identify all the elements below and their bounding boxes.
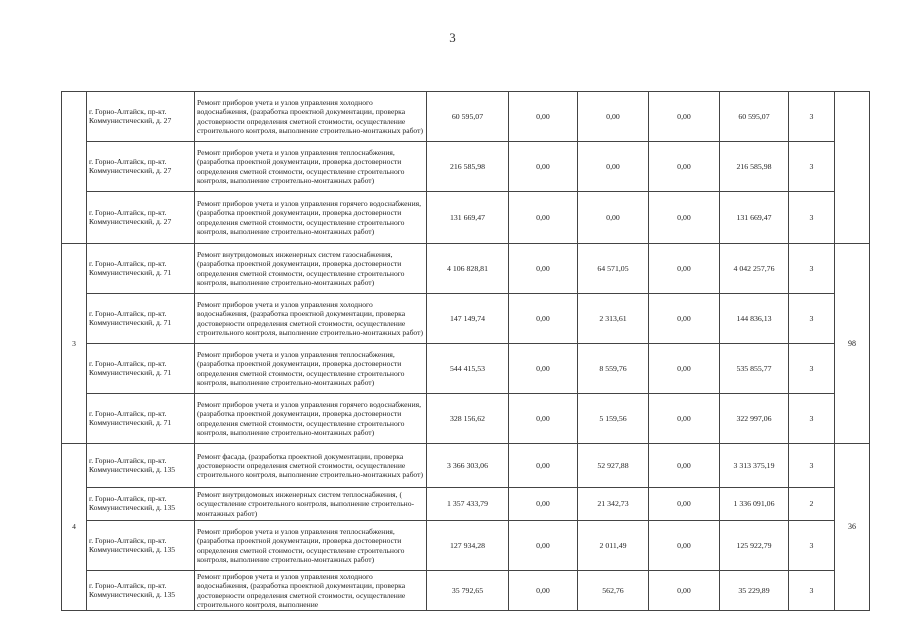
group-total-cell	[835, 92, 870, 244]
work-description-cell: Ремонт приборов учета и узлов управления горячего водоснабжения, (разработка проектной документации, проверка достоверности определения сметной стоимости, осуществление строительного контроля, выполнение строительно-монтажных работ)	[195, 192, 427, 244]
address-cell: г. Горно-Алтайск, пр-кт. Коммунистический, д. 135	[87, 488, 195, 521]
cost-cell: 0,00	[649, 488, 720, 521]
cost-cell: 0,00	[578, 92, 649, 142]
type-cell: 3	[789, 92, 835, 142]
cost-cell: 0,00	[509, 488, 578, 521]
work-description-cell: Ремонт приборов учета и узлов управления горячего водоснабжения, (разработка проектной документации, проверка достоверности определения сметной стоимости, осуществление строительного контроля, выполнение строительно-монтажных работ)	[195, 394, 427, 444]
table-row	[62, 192, 870, 244]
cost-cell: 0,00	[509, 192, 578, 244]
work-description-cell: Ремонт фасада, (разработка проектной документации, проверка достоверности определения сметной стоимости, осуществление строительного контроля, выполнение строительно-монтажных работ)	[195, 444, 427, 488]
cost-cell: 322 997,06	[720, 394, 789, 444]
cost-cell: 0,00	[509, 92, 578, 142]
cost-cell: 4 042 257,76	[720, 244, 789, 294]
work-description-cell: Ремонт внутридомовых инженерных систем газоснабжения, (разработка проектной документации, проверка достоверности определения сметной стоимости, осуществление строительного контроля, выполнение строительно-монтажных работ)	[195, 244, 427, 294]
cost-cell: 8 559,76	[578, 344, 649, 394]
address-cell: г. Горно-Алтайск, пр-кт. Коммунистический, д. 135	[87, 571, 195, 611]
cost-cell: 0,00	[509, 344, 578, 394]
cost-cell: 0,00	[509, 142, 578, 192]
cost-cell: 0,00	[649, 344, 720, 394]
work-description-cell: Ремонт приборов учета и узлов управления теплоснабжения, (разработка проектной документации, проверка достоверности определения сметной стоимости, осуществление строительного контроля, выполнение строительно-монтажных работ)	[195, 521, 427, 571]
table-row	[62, 571, 870, 611]
cost-cell: 2 313,61	[578, 294, 649, 344]
cost-total-cell: 35 792,65	[427, 571, 509, 611]
type-cell: 2	[789, 488, 835, 521]
address-cell: г. Горно-Алтайск, пр-кт. Коммунистический, д. 135	[87, 444, 195, 488]
work-description-cell: Ремонт приборов учета и узлов управления теплоснабжения, (разработка проектной документации, проверка достоверности определения сметной стоимости, осуществление строительного контроля, выполнение строительно-монтажных работ)	[195, 142, 427, 192]
group-total-cell: 36	[835, 444, 870, 611]
cost-cell: 64 571,05	[578, 244, 649, 294]
type-cell: 3	[789, 244, 835, 294]
group-number-cell: 4	[62, 444, 87, 611]
cost-cell: 1 336 091,06	[720, 488, 789, 521]
cost-total-cell: 4 106 828,81	[427, 244, 509, 294]
table-row	[62, 444, 870, 488]
cost-total-cell: 544 415,53	[427, 344, 509, 394]
cost-cell: 5 159,56	[578, 394, 649, 444]
group-number-cell: 3	[62, 244, 87, 444]
address-cell: г. Горно-Алтайск, пр-кт. Коммунистический, д. 71	[87, 244, 195, 294]
cost-cell: 0,00	[578, 192, 649, 244]
cost-cell: 0,00	[649, 571, 720, 611]
cost-cell: 131 669,47	[720, 192, 789, 244]
cost-cell: 35 229,89	[720, 571, 789, 611]
type-cell: 3	[789, 444, 835, 488]
table-row	[62, 488, 870, 521]
cost-cell: 0,00	[649, 92, 720, 142]
cost-cell: 0,00	[509, 244, 578, 294]
address-cell: г. Горно-Алтайск, пр-кт. Коммунистический, д. 71	[87, 294, 195, 344]
cost-total-cell: 60 595,07	[427, 92, 509, 142]
work-description-cell: Ремонт приборов учета и узлов управления холодного водоснабжения, (разработка проектной документации, проверка достоверности определения сметной стоимости, осуществление строительного контроля, выполнение строительно-монтажных работ)	[195, 92, 427, 142]
cost-cell: 0,00	[509, 444, 578, 488]
cost-total-cell: 127 934,28	[427, 521, 509, 571]
cost-cell: 52 927,88	[578, 444, 649, 488]
type-cell: 3	[789, 142, 835, 192]
cost-cell: 60 595,07	[720, 92, 789, 142]
cost-cell: 0,00	[649, 444, 720, 488]
type-cell: 3	[789, 192, 835, 244]
table-row	[62, 92, 870, 142]
table-row	[62, 521, 870, 571]
cost-cell: 125 922,79	[720, 521, 789, 571]
cost-cell: 0,00	[649, 394, 720, 444]
table-row	[62, 394, 870, 444]
type-cell: 3	[789, 344, 835, 394]
cost-total-cell: 3 366 303,06	[427, 444, 509, 488]
cost-total-cell: 1 357 433,79	[427, 488, 509, 521]
type-cell: 3	[789, 294, 835, 344]
cost-cell: 0,00	[649, 294, 720, 344]
cost-cell: 535 855,77	[720, 344, 789, 394]
group-number-cell	[62, 92, 87, 244]
cost-cell: 3 313 375,19	[720, 444, 789, 488]
cost-cell: 0,00	[649, 142, 720, 192]
work-description-cell: Ремонт приборов учета и узлов управления теплоснабжения, (разработка проектной документации, проверка достоверности определения сметной стоимости, осуществление строительного контроля, выполнение строительно-монтажных работ)	[195, 344, 427, 394]
address-cell: г. Горно-Алтайск, пр-кт. Коммунистический, д. 135	[87, 521, 195, 571]
address-cell: г. Горно-Алтайск, пр-кт. Коммунистический, д. 71	[87, 344, 195, 394]
cost-cell: 216 585,98	[720, 142, 789, 192]
work-description-cell: Ремонт приборов учета и узлов управления холодного водоснабжения, (разработка проектной документации, проверка достоверности определения сметной стоимости, осуществление строительного контроля, выполнение строительно-монтажных работ)	[195, 294, 427, 344]
cost-cell: 0,00	[649, 192, 720, 244]
cost-cell: 0,00	[509, 294, 578, 344]
type-cell: 3	[789, 394, 835, 444]
works-table	[61, 91, 870, 611]
cost-cell: 0,00	[509, 521, 578, 571]
cost-cell: 144 836,13	[720, 294, 789, 344]
cost-cell: 562,76	[578, 571, 649, 611]
table-row	[62, 294, 870, 344]
cost-cell: 0,00	[578, 142, 649, 192]
cost-cell: 0,00	[509, 571, 578, 611]
cost-total-cell: 328 156,62	[427, 394, 509, 444]
cost-cell: 0,00	[509, 394, 578, 444]
cost-total-cell: 131 669,47	[427, 192, 509, 244]
address-cell: г. Горно-Алтайск, пр-кт. Коммунистический, д. 27	[87, 192, 195, 244]
page-number: 3	[449, 30, 456, 45]
cost-cell: 0,00	[649, 244, 720, 294]
address-cell: г. Горно-Алтайск, пр-кт. Коммунистический, д. 27	[87, 142, 195, 192]
table-row	[62, 142, 870, 192]
cost-cell: 0,00	[649, 521, 720, 571]
cost-cell: 21 342,73	[578, 488, 649, 521]
type-cell: 3	[789, 571, 835, 611]
cost-cell: 2 011,49	[578, 521, 649, 571]
group-total-cell: 98	[835, 244, 870, 444]
work-description-cell: Ремонт внутридомовых инженерных систем теплоснабжения, ( осуществление строительного контроля, выполнение строительно-монтажных работ)	[195, 488, 427, 521]
address-cell: г. Горно-Алтайск, пр-кт. Коммунистический, д. 71	[87, 394, 195, 444]
cost-total-cell: 216 585,98	[427, 142, 509, 192]
table-row	[62, 344, 870, 394]
address-cell: г. Горно-Алтайск, пр-кт. Коммунистический, д. 27	[87, 92, 195, 142]
work-description-cell: Ремонт приборов учета и узлов управления холодного водоснабжения, (разработка проектной документации, проверка достоверности определения сметной стоимости, осуществление строительного контроля, выполнение	[195, 571, 427, 611]
cost-total-cell: 147 149,74	[427, 294, 509, 344]
type-cell: 3	[789, 521, 835, 571]
table-row	[62, 244, 870, 294]
